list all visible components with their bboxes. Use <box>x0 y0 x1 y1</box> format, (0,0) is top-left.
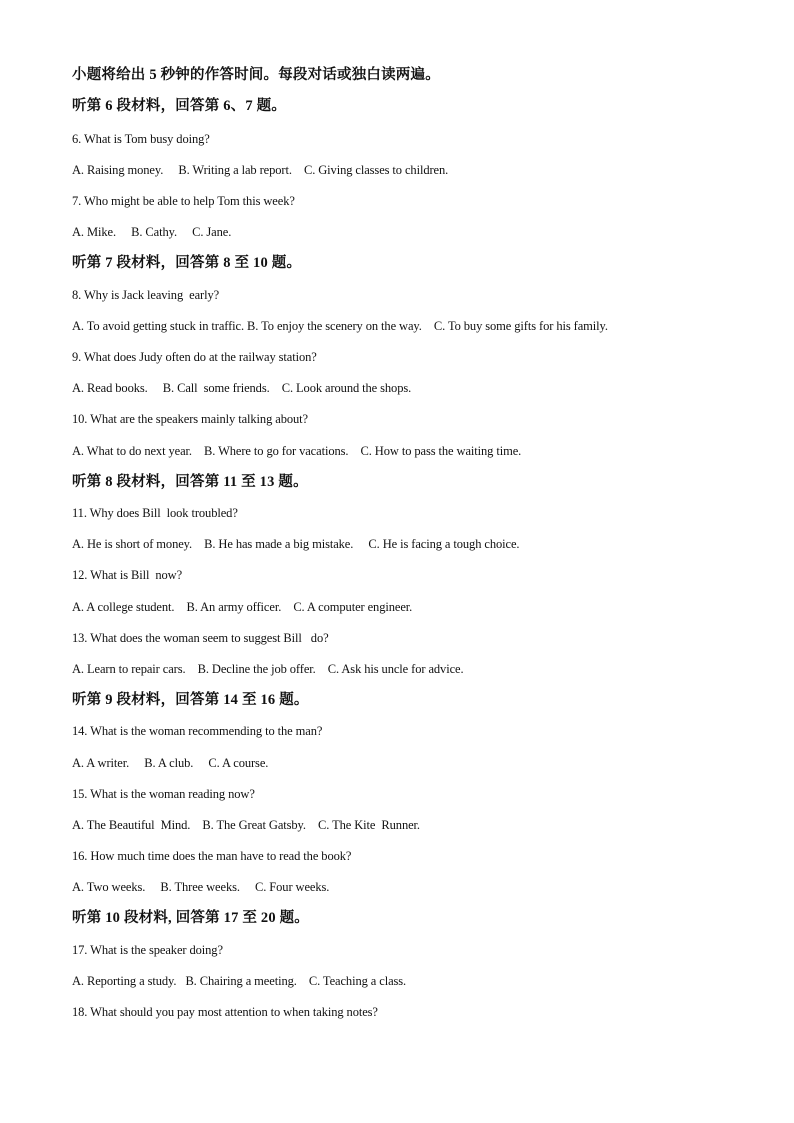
question-text: 17. What is the speaker doing? <box>72 943 223 957</box>
section-heading: 听第 10 段材料, 回答第 17 至 20 题。 <box>72 910 309 926</box>
question-text: 10. What are the speakers mainly talking about? <box>72 412 308 426</box>
answer-options: A. A writer. B. A club. C. A course. <box>72 756 269 770</box>
question-text: 16. How much time does the man have to read the book? <box>72 849 352 863</box>
answer-options: A. A college student. B. An army officer. C. A computer engineer. <box>72 600 413 614</box>
question-text: 12. What is Bill now? <box>72 568 183 582</box>
section-heading: 听第 7 段材料，回答第 8 至 10 题。 <box>72 255 302 271</box>
answer-options: A. To avoid getting stuck in traffic. B. To enjoy the scenery on the way. C. To buy some gifts for his family. <box>72 319 608 333</box>
answer-options: A. Two weeks. B. Three weeks. C. Four weeks. <box>72 880 330 894</box>
question-text: 18. What should you pay most attention to when taking notes? <box>72 1005 378 1019</box>
answer-options: A. Read books. B. Call some friends. C. Look around the shops. <box>72 381 412 395</box>
question-text: 13. What does the woman seem to suggest Bill do? <box>72 631 329 645</box>
answer-options: A. He is short of money. B. He has made a big mistake. C. He is facing a tough choice. <box>72 537 520 551</box>
answer-options: A. Raising money. B. Writing a lab report. C. Giving classes to children. <box>72 163 449 177</box>
question-text: 14. What is the woman recommending to the man? <box>72 724 323 738</box>
question-text: 11. Why does Bill look troubled? <box>72 506 238 520</box>
answer-options: A. The Beautiful Mind. B. The Great Gatsby. C. The Kite Runner. <box>72 818 420 832</box>
question-text: 6. What is Tom busy doing? <box>72 132 210 146</box>
answer-options: A. What to do next year. B. Where to go for vacations. C. How to pass the waiting time. <box>72 444 522 458</box>
question-text: 9. What does Judy often do at the railway station? <box>72 350 317 364</box>
question-text: 7. Who might be able to help Tom this week? <box>72 194 295 208</box>
answer-options: A. Learn to repair cars. B. Decline the job offer. C. Ask his uncle for advice. <box>72 662 464 676</box>
question-text: 15. What is the woman reading now? <box>72 787 255 801</box>
answer-options: A. Mike. B. Cathy. C. Jane. <box>72 225 232 239</box>
answer-options: A. Reporting a study. B. Chairing a meeting. C. Teaching a class. <box>72 974 407 988</box>
question-text: 8. Why is Jack leaving early? <box>72 288 220 302</box>
section-heading: 听第 9 段材料，回答第 14 至 16 题。 <box>72 692 309 708</box>
instruction-line: 小题将给出 5 秒钟的作答时间。每段对话或独白读两遍。 <box>72 67 440 83</box>
section-heading: 听第 6 段材料，回答第 6、7 题。 <box>72 98 287 114</box>
section-heading: 听第 8 段材料，回答第 11 至 13 题。 <box>72 474 308 490</box>
